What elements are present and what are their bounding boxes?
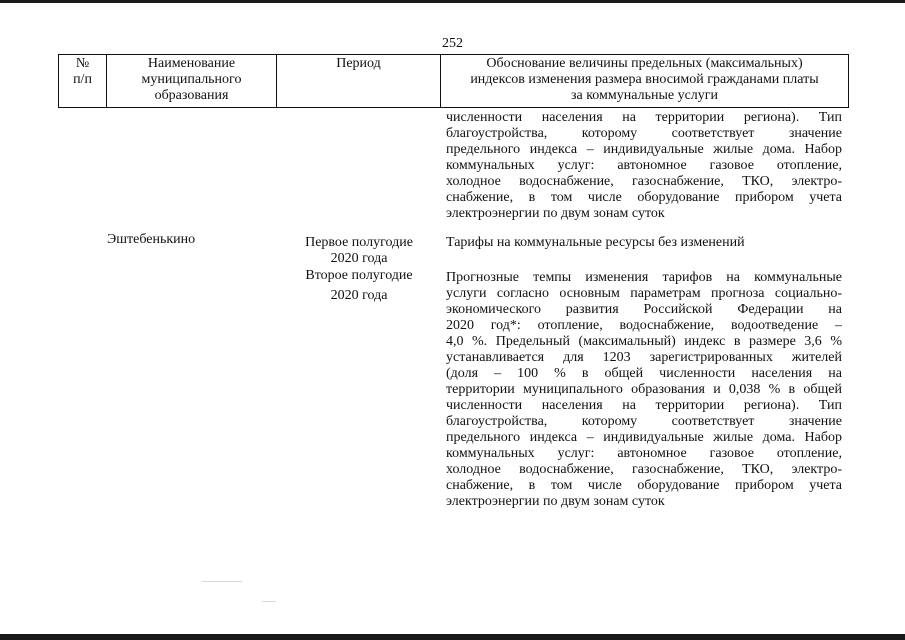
period-text: Первое полугодие (305, 235, 413, 250)
text-line: численности населения на территории региона). Тип (446, 110, 842, 125)
period-first-half (282, 235, 436, 267)
municipality-name: Эштебенькино (107, 232, 196, 247)
text-line: предельного индекса – индивидуальные жилые дома. Набор (446, 430, 842, 445)
page-number: 252 (442, 36, 463, 51)
header-text: Наименование (147, 56, 236, 71)
text-line: 4,0 %. Предельный (максимальный) индекс в размере 3,6 % (446, 334, 842, 349)
header-period-column (277, 55, 441, 107)
text-line: Тарифы на коммунальные ресурсы без изменений (446, 235, 745, 250)
text-line: благоустройства, которому соответствует значение (446, 126, 842, 141)
text-line: коммунальных услуг: автономное газовое отопление, (446, 446, 842, 461)
text-line: электроэнергии по двум зонам суток (446, 206, 665, 221)
period-text: 2020 года (330, 288, 388, 303)
text-line: холодное водоснабжение, газоснабжение, ТКО, электро- (446, 462, 842, 477)
header-number-column (59, 55, 107, 107)
header-name-column (107, 55, 277, 107)
basis-first-half (446, 235, 842, 251)
text-line: территории муниципального образования и 0,038 % в общей (446, 382, 842, 397)
text-line: благоустройства, которому соответствует значение (446, 414, 842, 429)
text-line: коммунальных услуг: автономное газовое отопление, (446, 158, 842, 173)
continuation-paragraph (446, 110, 842, 222)
basis-second-half (446, 270, 842, 510)
header-text: за коммунальные услуги (570, 88, 719, 103)
period-second-half (282, 268, 436, 304)
header-text: п/п (73, 72, 92, 87)
header-basis-column (441, 55, 848, 107)
header-text: индексов изменения размера вносимой гражданами платы (470, 72, 819, 87)
header-text: № (75, 56, 90, 71)
scan-artifact (202, 581, 242, 582)
text-line: экономического развития Российской Федерации на (446, 302, 842, 317)
text-line: устанавливается для 1203 зарегистрированных жителей (446, 350, 842, 365)
table-header (58, 54, 849, 108)
text-line: предельного индекса – индивидуальные жилые дома. Набор (446, 142, 842, 157)
text-line: численности населения на территории региона). Тип (446, 398, 842, 413)
period-text: 2020 года (330, 251, 388, 266)
scan-artifact (262, 601, 276, 602)
text-line: услуги согласно основным параметрам прогноза социально- (446, 286, 842, 301)
text-line: снабжение, в том числе оборудование прибором учета (446, 190, 842, 205)
period-text: Второе полугодие (305, 268, 413, 283)
scan-edge-bottom (0, 634, 905, 640)
text-line: (доля – 100 % в общей численности населения на (446, 366, 842, 381)
scan-edge-top (0, 0, 905, 3)
text-line: электроэнергии по двум зонам суток (446, 494, 665, 509)
text-line: Прогнозные темпы изменения тарифов на коммунальные (446, 270, 842, 285)
header-text: Обоснование величины предельных (максимальных) (486, 56, 803, 71)
header-text: Период (336, 56, 381, 71)
text-line: холодное водоснабжение, газоснабжение, ТКО, электро- (446, 174, 842, 189)
header-text: образования (154, 88, 229, 103)
header-text: муниципального (141, 72, 242, 87)
text-line: снабжение, в том числе оборудование прибором учета (446, 478, 842, 493)
text-line: 2020 год*: отопление, водоснабжение, водоотведение – (446, 318, 842, 333)
